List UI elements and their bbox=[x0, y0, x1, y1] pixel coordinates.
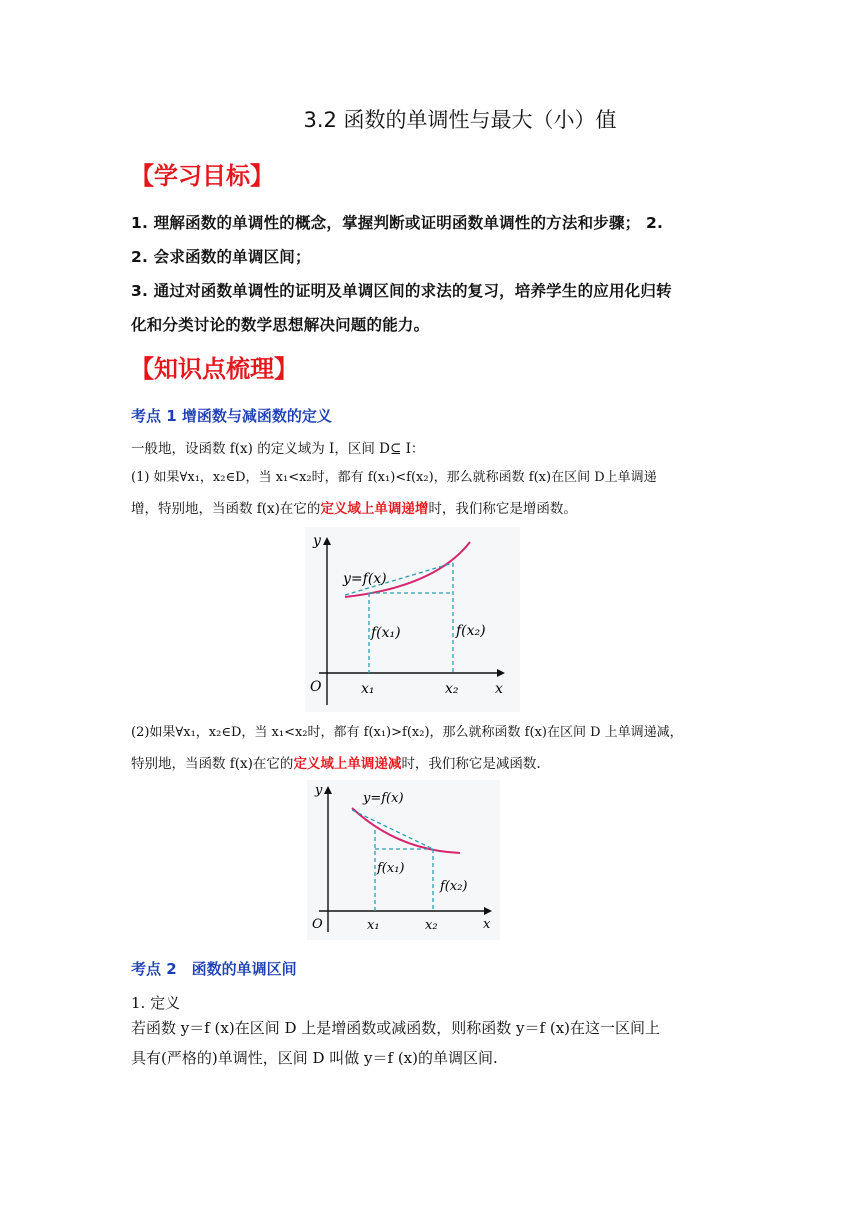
point2-definition-line1: 若函数 y＝f (x)在区间 D 上是增函数或减函数，则称函数 y＝f (x)在这一区间上 bbox=[131, 1019, 661, 1037]
page-title: 3.2 函数的单调性与最大（小）值 bbox=[303, 108, 617, 132]
dec-line2-text-a: 特别地，当函数 f(x)在它的 bbox=[131, 756, 294, 772]
dec-origin-label: O bbox=[312, 917, 323, 932]
inc-fx2-label: f(x₂) bbox=[456, 623, 486, 639]
dec-curve-label: y=f(x) bbox=[363, 791, 404, 806]
point1-increasing-line1: (1) 如果∀x₁，x₂∈D，当 x₁<x₂时，都有 f(x₁)<f(x₂)，那么就称函数 f(x)在区间 D上单调递 bbox=[131, 470, 657, 485]
point2-heading: 考点 2 函数的单调区间 bbox=[131, 960, 297, 978]
point1-heading: 考点 1 增函数与减函数的定义 bbox=[131, 407, 332, 425]
dec-fx1-label: f(x₁) bbox=[377, 861, 405, 876]
point1-increasing-line2 bbox=[131, 497, 577, 517]
section-heading-knowledge: 【知识点梳理】 bbox=[130, 355, 298, 383]
inc-highlight: 定义域上单调递增 bbox=[320, 501, 429, 517]
inc-x2-label: x₂ bbox=[445, 681, 459, 697]
point1-decreasing-line1: (2)如果∀x₁，x₂∈D，当 x₁<x₂时，都有 f(x₁)>f(x₂)，那么就称函数 f(x)在区间 D 上单调递减， bbox=[131, 725, 683, 740]
section-heading-objectives: 【学习目标】 bbox=[130, 162, 274, 190]
point2-subheading: 1. 定义 bbox=[131, 994, 181, 1012]
objective-3: 3. 通过对函数单调性的证明及单调区间的求法的复习，培养学生的应用化归转 bbox=[131, 282, 672, 300]
dec-x-axis-label: x bbox=[483, 917, 491, 932]
inc-x1-label: x₁ bbox=[361, 681, 375, 697]
dec-y-axis-label: y bbox=[315, 783, 323, 798]
point2-definition-line2: 具有(严格的)单调性，区间 D 叫做 y＝f (x)的单调区间. bbox=[131, 1049, 498, 1067]
inc-y-axis-label: y bbox=[313, 533, 321, 549]
dec-highlight: 定义域上单调递减 bbox=[293, 756, 402, 772]
point1-intro: 一般地，设函数 f(x) 的定义域为 I，区间 D⊆ I： bbox=[131, 441, 425, 457]
inc-fx1-label: f(x₁) bbox=[371, 625, 401, 641]
inc-line2-text-b: 时，我们称它是增函数。 bbox=[428, 501, 577, 517]
inc-curve-label: y=f(x) bbox=[343, 571, 387, 587]
increasing-function-graph bbox=[305, 527, 520, 712]
inc-line2-text-a: 增，特别地，当函数 f(x)在它的 bbox=[131, 501, 321, 517]
dec-line2-text-b: 时，我们称它是减函数. bbox=[401, 756, 541, 772]
inc-x-axis-label: x bbox=[495, 681, 503, 697]
dec-x2-label: x₂ bbox=[425, 918, 438, 933]
dec-x1-label: x₁ bbox=[367, 918, 380, 933]
objective-2: 2. 会求函数的单调区间； bbox=[131, 248, 311, 266]
point1-decreasing-line2 bbox=[131, 752, 541, 772]
objective-3-cont: 化和分类讨论的数学思想解决问题的能力。 bbox=[131, 316, 430, 334]
dec-fx2-label: f(x₂) bbox=[440, 879, 468, 894]
inc-origin-label: O bbox=[310, 679, 322, 695]
objective-1: 1. 理解函数的单调性的概念，掌握判断或证明函数单调性的方法和步骤； 2. bbox=[131, 214, 664, 232]
decreasing-function-graph bbox=[307, 780, 500, 940]
